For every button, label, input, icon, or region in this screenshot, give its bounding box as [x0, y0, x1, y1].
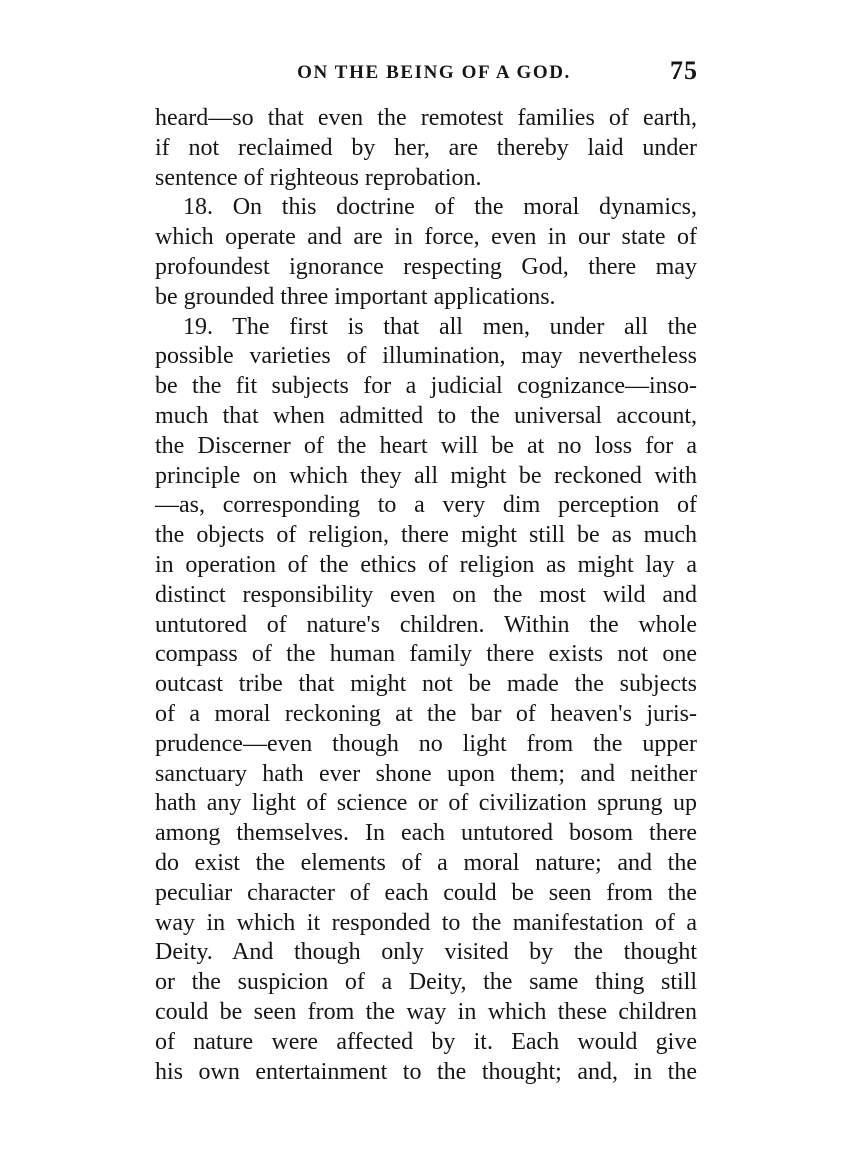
text-line: heard—so that even the remotest families of earth, — [155, 105, 697, 131]
text-line: sentence of righteous reprobation. — [155, 164, 482, 191]
text-line: or the suspicion of a Deity, the same thing still — [155, 969, 697, 996]
page-number: 75 — [670, 56, 698, 85]
text-line: 18. On this doctrine of the moral dynamics, — [183, 194, 697, 221]
text-line: outcast tribe that might not be made the subjects — [155, 671, 697, 698]
text-line: way in which it responded to the manifestation of a — [155, 909, 697, 936]
running-title: ON THE BEING OF A GOD. — [297, 62, 571, 83]
text-line: hath any light of science or of civilization sprung up — [155, 790, 697, 817]
text-line: peculiar character of each could be seen from the — [155, 879, 697, 906]
text-line: profoundest ignorance respecting God, there may — [155, 253, 697, 280]
text-line: in operation of the ethics of religion as might lay a — [155, 551, 697, 578]
text-line: be the fit subjects for a judicial cognizance—inso- — [155, 373, 697, 400]
running-head — [152, 56, 698, 92]
text-line: sanctuary hath ever shone upon them; and neither — [155, 760, 697, 787]
text-line: distinct responsibility even on the most wild and — [155, 581, 697, 608]
text-line: be grounded three important applications. — [155, 283, 556, 310]
text-line: could be seen from the way in which these children — [155, 998, 697, 1025]
text-line: 19. The first is that all men, under all the — [183, 313, 697, 340]
text-line: of nature were affected by it. Each would give — [155, 1028, 697, 1055]
text-line: —as, corresponding to a very dim perception of — [155, 492, 697, 519]
text-line: do exist the elements of a moral nature; and the — [155, 849, 697, 876]
text-line: principle on which they all might be reckoned with — [155, 462, 697, 489]
text-line: if not reclaimed by her, are thereby laid under — [155, 134, 697, 161]
body-text — [155, 104, 697, 1087]
text-line: untutored of nature's children. Within the whole — [155, 611, 697, 638]
text-line: of a moral reckoning at the bar of heaven's juris- — [155, 700, 697, 727]
text-line: the Discerner of the heart will be at no loss for a — [155, 432, 697, 459]
text-line: prudence—even though no light from the upper — [155, 730, 697, 757]
text-line: possible varieties of illumination, may nevertheless — [155, 343, 697, 370]
text-line: compass of the human family there exists not one — [155, 641, 697, 668]
text-line: Deity. And though only visited by the thought — [155, 939, 697, 966]
text-line: among themselves. In each untutored bosom there — [155, 820, 697, 847]
text-line: which operate and are in force, even in our state of — [155, 224, 697, 251]
text-line: much that when admitted to the universal account, — [155, 402, 697, 429]
text-line: his own entertainment to the thought; and, in the — [155, 1058, 697, 1085]
text-line: the objects of religion, there might still be as much — [155, 522, 697, 549]
